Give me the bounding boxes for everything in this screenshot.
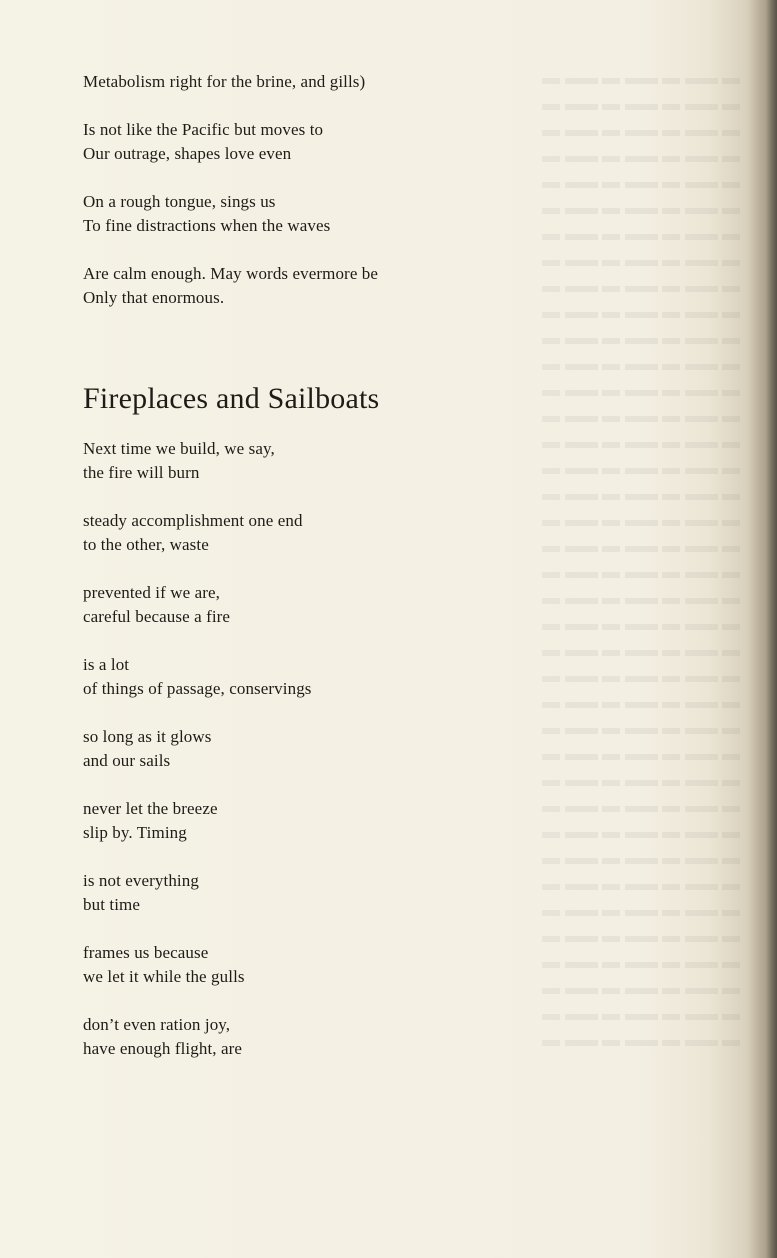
- poem-line: Only that enormous.: [83, 288, 225, 307]
- poem-line: is a lot: [83, 655, 130, 674]
- poem-title: Fireplaces and Sailboats: [83, 382, 380, 415]
- stanza: [83, 1013, 513, 1061]
- poem-line: have enough flight, are: [83, 1039, 243, 1058]
- poem-line: don’t even ration joy,: [83, 1015, 231, 1034]
- poem-line: Our outrage, shapes love even: [83, 144, 292, 163]
- stanza: [83, 581, 513, 629]
- show-through-texture: [520, 70, 740, 1120]
- poem-line: steady accomplishment one end: [83, 511, 303, 530]
- poem-line: slip by. Timing: [83, 823, 187, 842]
- stanza: [83, 118, 513, 166]
- poem-line: the fire will burn: [83, 463, 200, 482]
- poem-line: to the other, waste: [83, 535, 209, 554]
- page-text: [83, 70, 513, 1061]
- poem-line: Is not like the Pacific but moves to: [83, 120, 324, 139]
- poem-body: [83, 437, 513, 1061]
- poem-line: Metabolism right for the brine, and gills): [83, 72, 366, 91]
- previous-poem-ending: [83, 70, 513, 310]
- binding-gutter-shadow: [749, 0, 777, 1258]
- stanza: [83, 70, 513, 94]
- stanza: [83, 797, 513, 845]
- poem-line: we let it while the gulls: [83, 967, 245, 986]
- poem-line: To fine distractions when the waves: [83, 216, 331, 235]
- poem-line: and our sails: [83, 751, 171, 770]
- stanza: [83, 190, 513, 238]
- poem-line: of things of passage, conservings: [83, 679, 312, 698]
- poem-line: but time: [83, 895, 140, 914]
- poem-line: is not everything: [83, 871, 199, 890]
- stanza: [83, 653, 513, 701]
- stanza: [83, 262, 513, 310]
- poem-line: careful because a fire: [83, 607, 231, 626]
- stanza: [83, 869, 513, 917]
- poem-line: never let the breeze: [83, 799, 218, 818]
- stanza: [83, 725, 513, 773]
- poem-line: so long as it glows: [83, 727, 212, 746]
- stanza: [83, 509, 513, 557]
- poem-line: On a rough tongue, sings us: [83, 192, 276, 211]
- poem-line: Next time we build, we say,: [83, 439, 275, 458]
- poem-line: frames us because: [83, 943, 209, 962]
- stanza: [83, 437, 513, 485]
- poem-line: Are calm enough. May words evermore be: [83, 264, 379, 283]
- poem-line: prevented if we are,: [83, 583, 220, 602]
- stanza: [83, 941, 513, 989]
